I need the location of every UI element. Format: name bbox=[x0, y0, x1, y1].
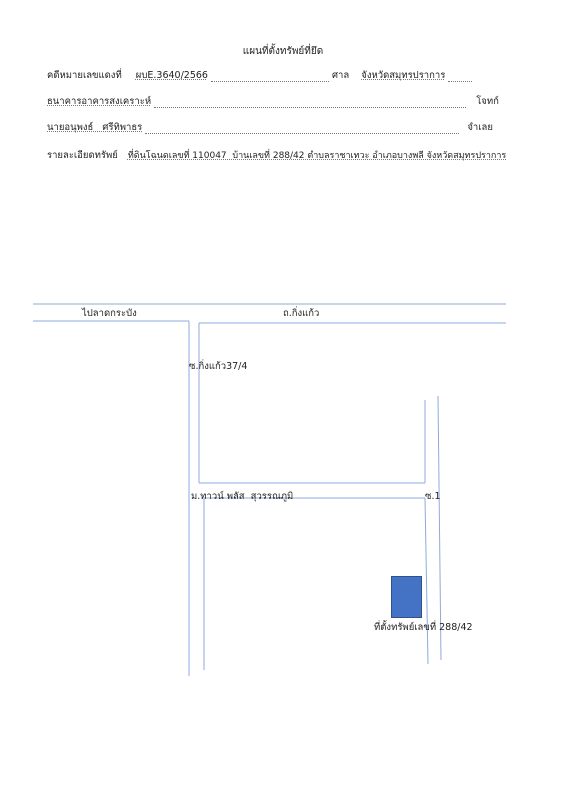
case-label: คดีหมายเลขแดงที่ bbox=[47, 70, 122, 81]
defendant-name: นายอนุพงธ์ ศรีทิพาธร bbox=[47, 122, 143, 133]
property-marker bbox=[391, 576, 422, 618]
soi1-left-bottom bbox=[425, 498, 428, 664]
court-name: จังหวัดสมุทรปราการ bbox=[361, 70, 446, 81]
property-detail: ที่ดินโฉนดเลขที่ 110047 บ้านเลขที่ 288/42 ตำบลราชาเทวะ อำเภอบางพลี จังหวัดสมุทรปราการ bbox=[127, 151, 507, 161]
label-soi: ซ.กิ่งแก้ว37/4 bbox=[189, 361, 248, 372]
plaintiff-name: ธนาคารอาคารสงเคราะห์ bbox=[47, 96, 152, 107]
label-to-lat-krabang: ไปลาดกระบัง bbox=[82, 308, 137, 319]
plaintiff-role: โจทก์ bbox=[476, 96, 499, 107]
label-soi-1: ซ.1 bbox=[425, 491, 441, 502]
case-number: ผบE.3640/2566 bbox=[135, 70, 208, 81]
label-village: ม.ทาวน์ พลัส สุวรรณภูมิ bbox=[191, 491, 294, 502]
court-label: ศาล bbox=[332, 70, 350, 81]
property-label: รายละเอียดทรัพย์ bbox=[47, 150, 118, 161]
page-title: แผนที่ตั้งทรัพย์ที่ยึด bbox=[242, 46, 324, 57]
label-main-road: ถ.กิ่งแก้ว bbox=[283, 308, 320, 319]
label-property-marker: ที่ตั้งทรัพย์เลขที่ 288/42 bbox=[374, 622, 473, 633]
defendant-role: จำเลย bbox=[467, 122, 493, 133]
